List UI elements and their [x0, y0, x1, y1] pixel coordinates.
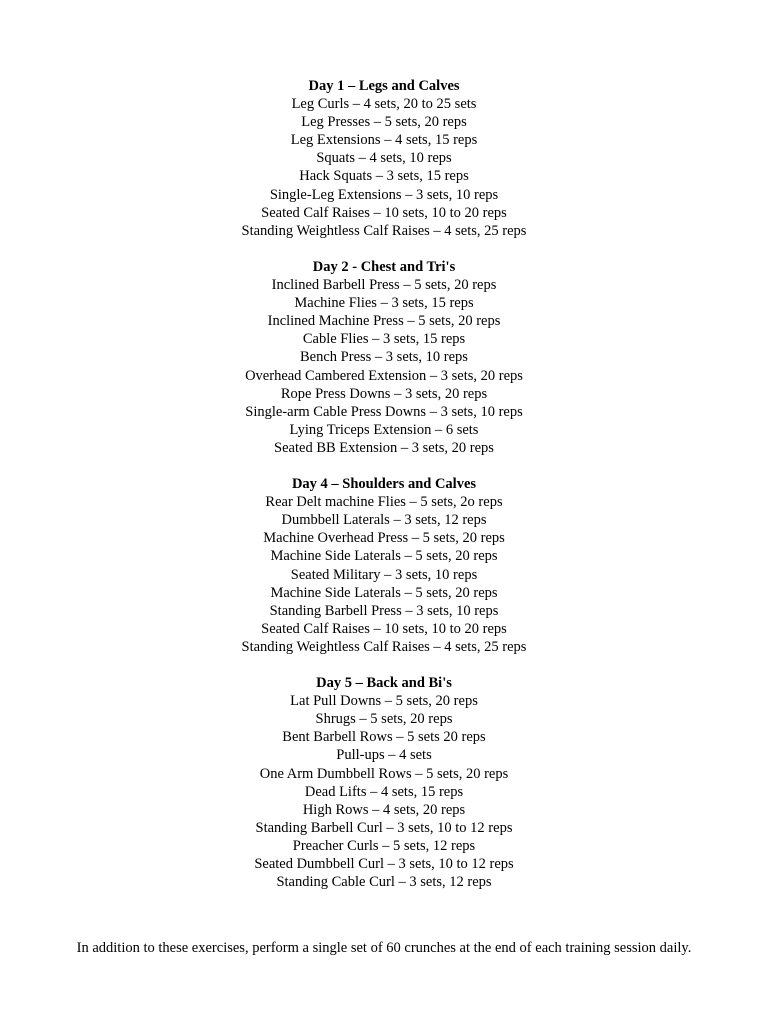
exercise-line: Leg Extensions – 4 sets, 15 reps [290, 132, 478, 149]
exercise-line: Seated Military – 3 sets, 10 reps [290, 566, 478, 583]
exercise-line: Seated Calf Raises – 10 sets, 10 to 20 reps [261, 620, 507, 637]
exercise-line: Machine Overhead Press – 5 sets, 20 reps [263, 530, 505, 547]
exercise-line: Lying Triceps Extension – 6 sets [289, 421, 479, 438]
exercise-line: Cable Flies – 3 sets, 15 reps [302, 331, 466, 348]
exercise-line: Preacher Curls – 5 sets, 12 reps [292, 837, 476, 854]
exercise-line: Dumbbell Laterals – 3 sets, 12 reps [281, 512, 487, 529]
exercise-line: Seated BB Extension – 3 sets, 20 reps [274, 439, 494, 456]
exercise-line: Standing Barbell Press – 3 sets, 10 reps [269, 602, 499, 619]
exercise-line: Machine Side Laterals – 5 sets, 20 reps [270, 584, 498, 601]
day-block [0, 674, 768, 891]
exercise-line: Hack Squats – 3 sets, 15 reps [299, 168, 469, 185]
footer-note: In addition to these exercises, perform a single set of 60 crunches at the end of each training session daily. [76, 939, 692, 956]
day-title: Day 1 – Legs and Calves [308, 78, 460, 94]
exercise-line: Seated Dumbbell Curl – 3 sets, 10 to 12 reps [254, 856, 514, 873]
day-block [0, 258, 768, 457]
exercise-line: Overhead Cambered Extension – 3 sets, 20 reps [245, 367, 523, 384]
exercise-line: Inclined Machine Press – 5 sets, 20 reps [267, 313, 501, 330]
exercise-line: Rear Delt machine Flies – 5 sets, 2o reps [265, 494, 503, 511]
exercise-line: High Rows – 4 sets, 20 reps [302, 801, 466, 818]
exercise-line: Lat Pull Downs – 5 sets, 20 reps [290, 693, 478, 710]
exercise-line: Machine Side Laterals – 5 sets, 20 reps [270, 548, 498, 565]
exercise-line: Bench Press – 3 sets, 10 reps [300, 349, 468, 366]
exercise-line: Single-arm Cable Press Downs – 3 sets, 10 reps [245, 403, 523, 420]
exercise-line: Seated Calf Raises – 10 sets, 10 to 20 reps [261, 204, 507, 221]
exercise-line: Machine Flies – 3 sets, 15 reps [294, 295, 474, 312]
exercise-line: Standing Barbell Curl – 3 sets, 10 to 12 reps [255, 819, 513, 836]
day-title: Day 5 – Back and Bi's [316, 675, 452, 692]
exercise-line: Single-Leg Extensions – 3 sets, 10 reps [269, 186, 499, 203]
exercise-line: Bent Barbell Rows – 5 sets 20 reps [282, 729, 486, 746]
day-block [0, 77, 768, 240]
exercise-line: Rope Press Downs – 3 sets, 20 reps [280, 385, 488, 402]
day-block [0, 475, 768, 656]
exercise-line: Pull-ups – 4 sets [336, 747, 432, 764]
day-title: Day 4 – Shoulders and Calves [291, 476, 477, 493]
exercise-line: Squats – 4 sets, 10 reps [316, 150, 452, 167]
day-title: Day 2 - Chest and Tri's [312, 258, 456, 275]
exercise-line: Shrugs – 5 sets, 20 reps [315, 711, 453, 728]
exercise-line: Leg Curls – 4 sets, 20 to 25 sets [291, 96, 477, 113]
exercise-line: Standing Weightless Calf Raises – 4 sets, 25 reps [241, 222, 527, 239]
exercise-line: Dead Lifts – 4 sets, 15 reps [304, 783, 464, 800]
exercise-line: Leg Presses – 5 sets, 20 reps [301, 114, 467, 131]
exercise-line: One Arm Dumbbell Rows – 5 sets, 20 reps [259, 765, 509, 782]
exercise-line: Inclined Barbell Press – 5 sets, 20 reps [271, 277, 497, 294]
exercise-line: Standing Weightless Calf Raises – 4 sets, 25 reps [241, 638, 527, 655]
workout-plan [0, 77, 768, 909]
exercise-line: Standing Cable Curl – 3 sets, 12 reps [276, 874, 492, 891]
